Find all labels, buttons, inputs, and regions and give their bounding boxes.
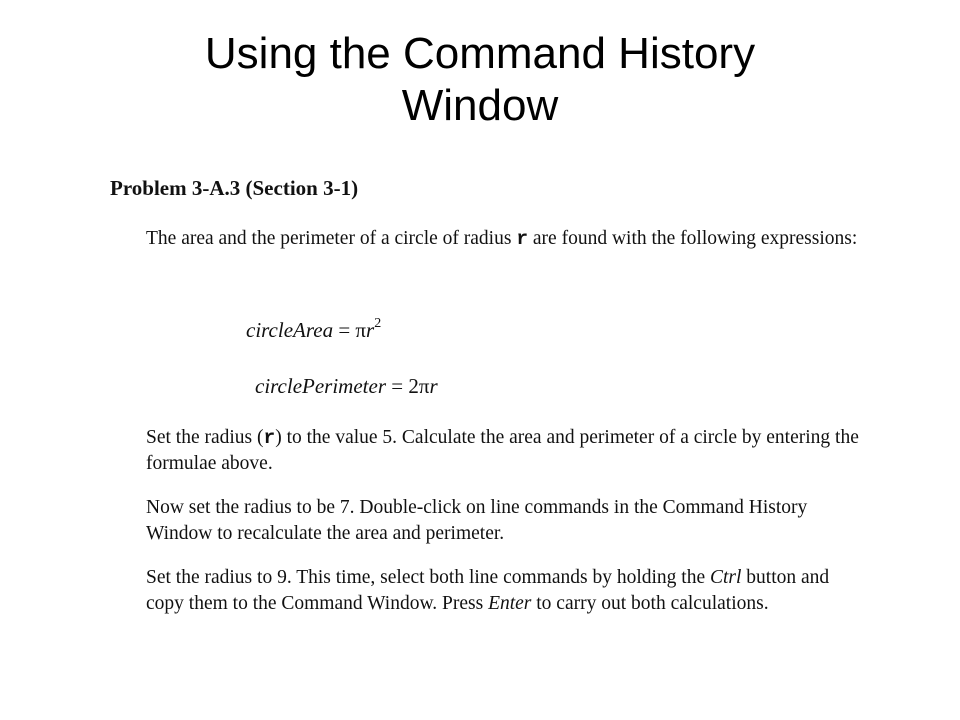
step-radius-9-part3: to carry out both calculations. <box>531 593 769 614</box>
step-radius-7: Now set the radius to be 7. Double-click on line commands in the Command History Window to recalculate the area and perimeter. <box>146 497 808 544</box>
radius-variable: r <box>516 228 529 250</box>
step-radius-9-part1: Set the radius to 9. This time, select both line commands by holding the <box>146 567 710 588</box>
area-formula-pi: π <box>355 318 367 342</box>
area-formula-r: r <box>366 318 375 342</box>
ctrl-key-label: Ctrl <box>709 567 742 588</box>
intro-text-end: are found with the following expressions: <box>528 228 858 249</box>
problem-heading: Problem 3-A.3 (Section 3-1) <box>110 176 359 200</box>
perimeter-formula-coef: 2π <box>408 374 430 398</box>
radius-variable-2: r <box>263 427 276 449</box>
step-radius-5-start: Set the radius ( <box>146 427 264 448</box>
intro-paragraph <box>146 226 866 252</box>
slide-title-line-1: Using the Command History <box>204 29 756 78</box>
area-formula-exponent: 2 <box>374 316 382 331</box>
area-formula-lhs: circleArea <box>246 318 334 342</box>
slide-title-line-2: Window <box>401 81 559 130</box>
perimeter-formula <box>255 374 438 399</box>
perimeter-formula-lhs: circlePerimeter <box>255 374 386 398</box>
step-radius-5-end: ) to the value 5. Calculate the area and perimeter of a circle by entering the formulae above. <box>146 427 859 474</box>
intro-text-start: The area and the perimeter of a circle of radius <box>146 228 517 249</box>
step-radius-5 <box>146 425 866 477</box>
enter-key-label: Enter <box>488 593 532 614</box>
perimeter-formula-equals: = <box>386 374 409 398</box>
step-radius-9 <box>146 565 866 617</box>
step-radius-9-part2: button and copy them to the Command Window. Press <box>146 567 830 614</box>
area-formula-equals: = <box>333 318 356 342</box>
area-formula <box>246 316 381 343</box>
perimeter-formula-r: r <box>429 374 438 398</box>
